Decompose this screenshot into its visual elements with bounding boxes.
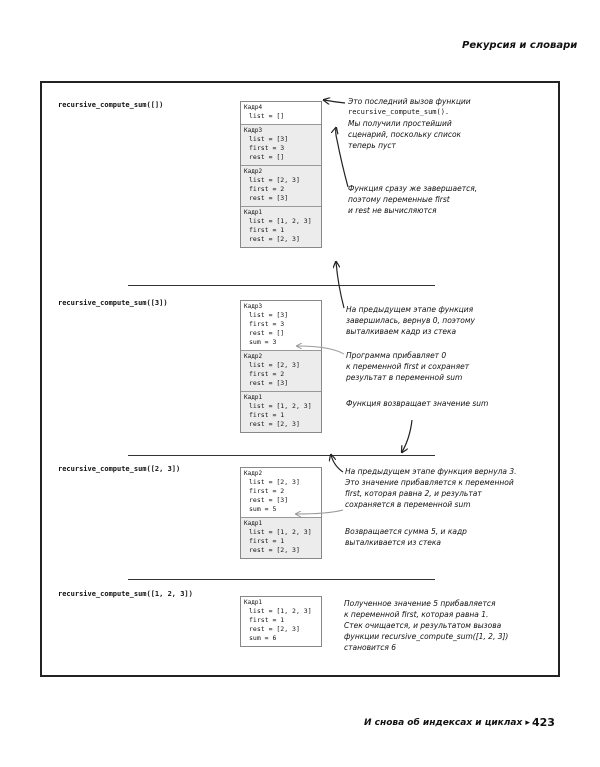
frame-var: list = [3] <box>249 311 289 319</box>
frame-var: list = [2, 3] <box>249 176 300 184</box>
frame-rule-left <box>40 81 42 677</box>
call-label: recursive_compute_sum([1, 2, 3]) <box>58 590 193 598</box>
frame-var: sum = 6 <box>249 634 277 642</box>
annotation: Это последний вызов функции recursive_compute_sum(). Мы получили простейший сценарий, поскольку список теперь пуст <box>348 97 471 150</box>
annotation: Программа прибавляет 0 к переменной first и сохраняет результат в переменной sum <box>346 351 470 382</box>
stack-frame <box>241 206 321 247</box>
frame-var: list = [] <box>249 112 285 120</box>
frame-var: first = 1 <box>249 616 285 624</box>
frame-var: list = [2, 3] <box>249 478 300 486</box>
frame-var: first = 2 <box>249 487 285 495</box>
frame-var: rest = [] <box>249 329 285 337</box>
frame-title: Кадр1 <box>244 599 263 606</box>
frame-var: sum = 3 <box>249 338 277 346</box>
page-number: 423 <box>532 716 555 729</box>
frame-var: list = [1, 2, 3] <box>249 402 312 410</box>
annotation: Функция сразу же завершается, поэтому переменные first и rest не вычисляются <box>348 184 478 215</box>
annotation: Возвращается сумма 5, и кадр выталкивается из стека <box>345 527 467 547</box>
section-separator <box>128 285 435 286</box>
frame-var: rest = [3] <box>249 379 289 387</box>
call-stack <box>240 467 322 559</box>
frame-var: list = [2, 3] <box>249 361 300 369</box>
call-label: recursive_compute_sum([3]) <box>58 299 168 307</box>
frame-rule-right <box>558 81 560 677</box>
frame-var: rest = [2, 3] <box>249 420 300 428</box>
frame-rule-bottom <box>40 675 560 677</box>
frame-var: rest = [3] <box>249 496 289 504</box>
arrow <box>402 420 412 452</box>
frame-var: list = [3] <box>249 135 289 143</box>
frame-title: Кадр2 <box>244 353 263 360</box>
frame-var: first = 1 <box>249 537 285 545</box>
frame-var: sum = 5 <box>249 505 277 513</box>
annotation: На предыдущем этапе функция вернула 3. Это значение прибавляется к переменной first, которая равна 2, и результат сохраняется в переменной sum <box>345 467 517 509</box>
frame-var: list = [1, 2, 3] <box>249 528 312 536</box>
frame-title: Кадр3 <box>244 127 263 134</box>
frame-title: Кадр3 <box>244 303 263 310</box>
frame-var: first = 2 <box>249 370 285 378</box>
annotation: Функция возвращает значение sum <box>346 399 489 408</box>
frame-title: Кадр4 <box>244 104 263 111</box>
running-header: Рекурсия и словари <box>462 40 578 51</box>
frame-title: Кадр2 <box>244 168 263 175</box>
frame-var: first = 1 <box>249 226 285 234</box>
arrow <box>324 100 345 103</box>
frame-var: list = [1, 2, 3] <box>249 607 312 615</box>
stack-frame <box>241 391 321 432</box>
frame-var: first = 3 <box>249 144 285 152</box>
annotation: На предыдущем этапе функция завершилась, вернув 0, поэтому выталкиваем кадр из стека <box>346 305 475 336</box>
frame-title: Кадр1 <box>244 520 263 527</box>
stack-frame <box>241 517 321 558</box>
frame-title: Кадр2 <box>244 470 263 477</box>
stack-frame <box>241 350 321 391</box>
frame-var: rest = [2, 3] <box>249 546 300 554</box>
call-stack <box>240 596 322 647</box>
call-stack <box>240 101 322 248</box>
section-separator <box>128 455 435 456</box>
frame-var: first = 2 <box>249 185 285 193</box>
stack-frame <box>241 301 321 350</box>
stack-frame <box>241 468 321 517</box>
frame-var: rest = [2, 3] <box>249 235 300 243</box>
frame-var: list = [1, 2, 3] <box>249 217 312 225</box>
stack-frame <box>241 165 321 206</box>
running-footer: И снова об индексах и циклах ▸ <box>364 718 530 728</box>
frame-var: rest = [] <box>249 153 285 161</box>
stack-frame <box>241 597 321 646</box>
section-separator <box>128 579 435 580</box>
arrow <box>336 128 348 187</box>
frame-var: first = 3 <box>249 320 285 328</box>
stack-frame <box>241 124 321 165</box>
call-stack <box>240 300 322 433</box>
call-label: recursive_compute_sum([]) <box>58 101 164 109</box>
frame-var: first = 1 <box>249 411 285 419</box>
arrow <box>331 455 343 472</box>
stack-frame <box>241 102 321 124</box>
frame-title: Кадр1 <box>244 209 263 216</box>
frame-var: rest = [3] <box>249 194 289 202</box>
frame-rule-top <box>40 81 560 83</box>
frame-title: Кадр1 <box>244 394 263 401</box>
annotation: Полученное значение 5 прибавляется к переменной first, которая равна 1. Стек очищается, и результатом вызова функции recursive_compute_sum([1, 2, 3]) становится 6 <box>344 599 509 652</box>
call-label: recursive_compute_sum([2, 3]) <box>58 465 181 473</box>
frame-var: rest = [2, 3] <box>249 625 300 633</box>
